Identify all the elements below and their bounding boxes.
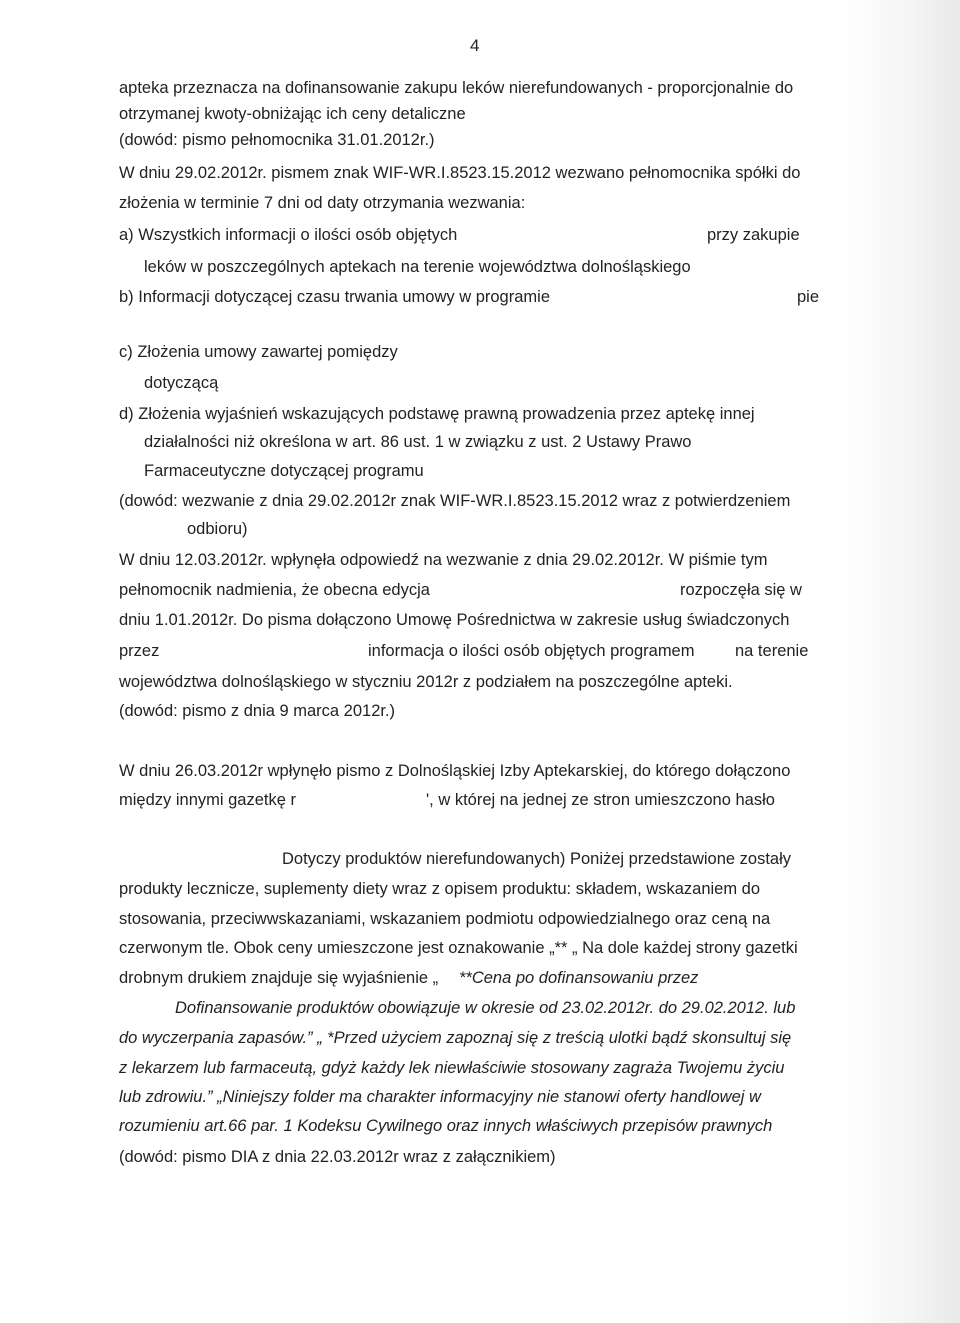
page-number: 4	[470, 36, 480, 55]
text-line: dotyczącą	[144, 374, 219, 392]
text-line: dniu 1.01.2012r. Do pisma dołączono Umowę Pośrednictwa w zakresie usług świadczonych	[119, 611, 790, 629]
text-line: Farmaceutyczne dotyczącej programu	[144, 462, 424, 480]
text-line: produkty lecznicze, suplementy diety wraz z opisem produktu: składem, wskazaniem do	[119, 880, 761, 898]
text-line: między innymi gazetkę r	[119, 791, 296, 809]
text-line: W dniu 29.02.2012r. pismem znak WIF-WR.I.8523.15.2012 wezwano pełnomocnika spółki do	[119, 164, 801, 182]
text-line: lub zdrowiu.” „Niniejszy folder ma charakter informacyjny nie stanowi oferty handlowej w	[119, 1088, 761, 1106]
text-line: W dniu 26.03.2012r wpłynęło pismo z Dolnośląskiej Izby Aptekarskiej, do którego dołączono	[119, 762, 791, 780]
text-fragment: informacja o ilości osób objętych programem	[368, 642, 695, 660]
text-line: a) Wszystkich informacji o ilości osób objętych	[119, 226, 458, 244]
text-fragment: rozpoczęła się w	[680, 581, 802, 599]
text-line: rozumieniu art.66 par. 1 Kodeksu Cywilnego oraz innych właściwych przepisów prawnych	[119, 1117, 773, 1135]
text-fragment: przy zakupie	[707, 226, 800, 244]
text-fragment: **Cena po dofinansowaniu przez	[459, 969, 699, 987]
text-line: odbioru)	[187, 520, 248, 538]
text-line: apteka przeznacza na dofinansowanie zakupu leków nierefundowanych - proporcjonalnie do	[119, 79, 794, 97]
text-line: pełnomocnik nadmienia, że obecna edycja	[119, 581, 430, 599]
text-line: (dowód: pismo pełnomocnika 31.01.2012r.)	[119, 131, 435, 149]
text-line: W dniu 12.03.2012r. wpłynęła odpowiedź na wezwanie z dnia 29.02.2012r. W piśmie tym	[119, 551, 768, 569]
text-line: c) Złożenia umowy zawartej pomiędzy	[119, 343, 398, 361]
text-line: przez	[119, 642, 160, 660]
text-line: drobnym drukiem znajduje się wyjaśnienie „	[119, 969, 439, 987]
text-line: Dofinansowanie produktów obowiązuje w okresie od 23.02.2012r. do 29.02.2012. lub	[175, 999, 796, 1017]
text-line: otrzymanej kwoty-obniżając ich ceny detaliczne	[119, 105, 466, 123]
text-line: (dowód: wezwanie z dnia 29.02.2012r znak WIF-WR.I.8523.15.2012 wraz z potwierdzeniem	[119, 492, 791, 510]
text-line: z lekarzem lub farmaceutą, gdyż każdy lek niewłaściwie stosowany zagraża Twojemu życiu	[119, 1059, 785, 1077]
text-line: leków w poszczególnych aptekach na terenie województwa dolnośląskiego	[144, 258, 691, 276]
text-fragment: pie	[797, 288, 820, 306]
text-line: działalności niż określona w art. 86 ust. 1 w związku z ust. 2 Ustawy Prawo	[144, 433, 692, 451]
text-fragment: na terenie	[735, 642, 809, 660]
text-line: do wyczerpania zapasów.” „ *Przed użyciem zapoznaj się z treścią ulotki bądź skonsultuj się	[119, 1029, 792, 1047]
text-line: województwa dolnośląskiego w styczniu 2012r z podziałem na poszczególne apteki.	[119, 673, 733, 691]
text-line: złożenia w terminie 7 dni od daty otrzymania wezwania:	[119, 194, 526, 212]
text-line: b) Informacji dotyczącej czasu trwania umowy w programie	[119, 288, 550, 306]
text-line: (dowód: pismo DIA z dnia 22.03.2012r wraz z załącznikiem)	[119, 1148, 556, 1166]
text-line: czerwonym tle. Obok ceny umieszczone jest oznakowanie „** „ Na dole każdej strony gazetki	[119, 939, 798, 957]
text-fragment: ', w której na jednej ze stron umieszczono hasło	[426, 791, 775, 809]
text-line: (dowód: pismo z dnia 9 marca 2012r.)	[119, 702, 396, 720]
text-line: d) Złożenia wyjaśnień wskazujących podstawę prawną prowadzenia przez aptekę innej	[119, 405, 755, 423]
text-line: stosowania, przeciwwskazaniami, wskazaniem podmiotu odpowiedzialnego oraz ceną na	[119, 910, 771, 928]
text-line: Dotyczy produktów nierefundowanych) Poniżej przedstawione zostały	[282, 850, 792, 868]
